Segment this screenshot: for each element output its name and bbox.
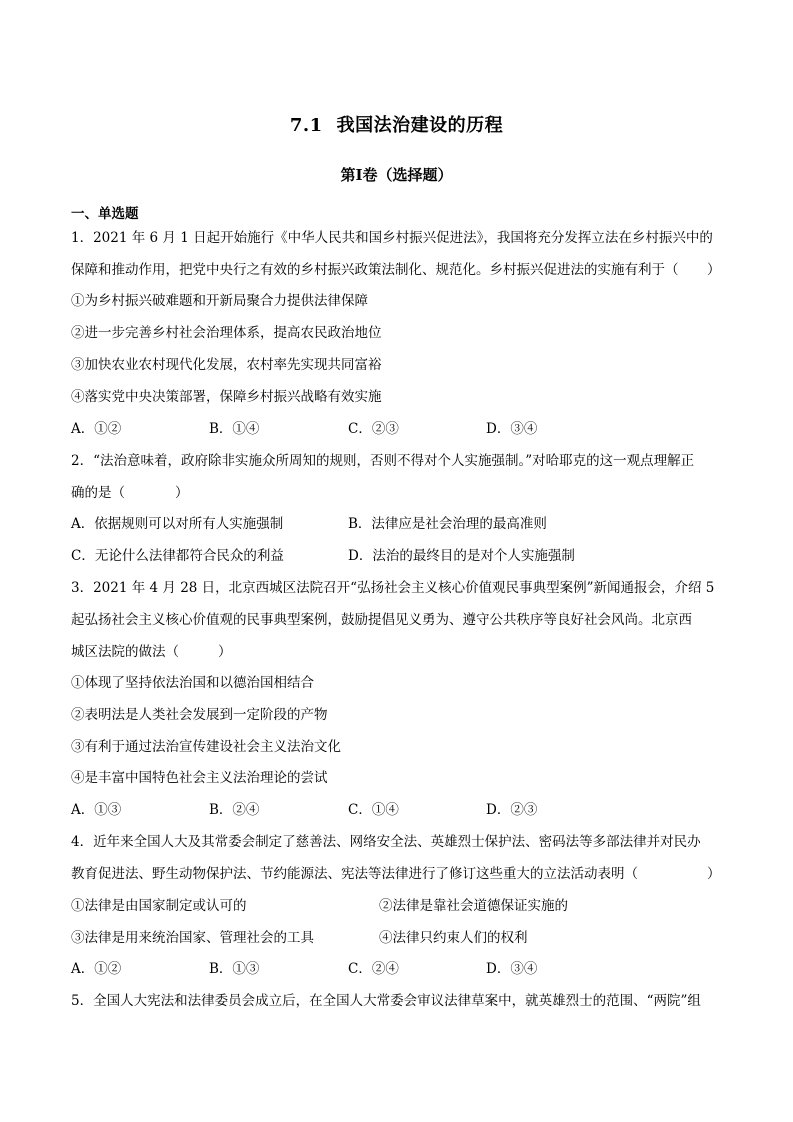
title-number: 7.1 (289, 115, 323, 136)
q3-item-2: ②表明法是人类社会发展到一定阶段的产物 (71, 707, 328, 723)
q4-option-a: A．①② (71, 961, 122, 977)
q3-option-d: D．②③ (486, 802, 538, 818)
q1-item-2: ②进一步完善乡村社会治理体系，提高农民政治地位 (71, 325, 382, 341)
q1-answer-paren: ） (707, 262, 721, 278)
q1-option-d: D．③④ (486, 421, 538, 437)
q1-item-3: ③加快农业农村现代化发展，农村率先实现共同富裕 (71, 357, 382, 373)
q3-answer-paren: ） (218, 644, 232, 660)
q2-answer-paren: ） (175, 485, 189, 501)
q4-answer-paren: ） (707, 866, 721, 882)
q3-item-1: ①体现了坚持依法治国和以德治国相结合 (71, 675, 314, 691)
q3-item-3: ③有利于通过法治宣传建设社会主义法治文化 (71, 739, 341, 755)
q4-item-4: ④法律只约束人们的权利 (379, 930, 528, 946)
q2-stem-line-1: 2．“法治意味着，政府除非实施众所周知的规则，否则不得对个人实施强制。”对哈耶克的这一观点理解正 (71, 453, 695, 469)
q1-stem-line-2: 保障和推动作用，把党中央行之有效的乡村振兴政策法制化、规范化。乡村振兴促进法的实施有利于（ (71, 262, 679, 278)
q2-option-a: A．依据规则可以对所有人实施强制 (71, 516, 284, 532)
q3-stem-line-1: 3．2021 年 4 月 28 日，北京西城区法院召开“弘扬社会主义核心价值观民事典型案例”新闻通报会，介绍 5 (71, 580, 715, 596)
q4-option-c: C．②④ (348, 961, 399, 977)
q4-option-b: B．①③ (209, 961, 260, 977)
q2-option-c: C．无论什么法律都符合民众的利益 (71, 548, 284, 564)
q3-option-a: A．①③ (71, 802, 122, 818)
q5-stem-line-1: 5．全国人大宪法和法律委员会成立后，在全国人大常委会审议法律草案中，就英雄烈士的范围、“两院”组 (71, 993, 701, 1009)
q2-option-b: B．法律应是社会治理的最高准则 (348, 516, 547, 532)
q1-option-c: C．②③ (348, 421, 399, 437)
q1-item-4: ④落实党中央决策部署，保障乡村振兴战略有效实施 (71, 389, 382, 405)
q3-stem-line-3: 城区法院的做法（ (71, 644, 179, 660)
q2-stem-line-2: 确的是（ (71, 485, 125, 501)
title-text: 我国法治建设的历程 (336, 115, 504, 136)
q4-stem-line-1: 4．近年来全国人大及其常委会制定了慈善法、网络安全法、英雄烈士保护法、密码法等多部法律并对民办 (71, 834, 701, 850)
q1-option-b: B．①④ (209, 421, 260, 437)
section-subtitle: 第Ⅰ卷（选择题） (340, 166, 453, 184)
section-heading: 一、单选题 (71, 206, 139, 222)
q4-option-d: D．③④ (486, 961, 538, 977)
q3-stem-line-2: 起弘扬社会主义核心价值观的民事典型案例，鼓励提倡见义勇为、遵守公共秩序等良好社会风尚。北京西 (71, 612, 692, 628)
q1-option-a: A．①② (71, 421, 122, 437)
q4-item-1: ①法律是由国家制定或认可的 (71, 898, 247, 914)
q1-stem-line-1: 1．2021 年 6 月 1 日起开始施行《中华人民共和国乡村振兴促进法》，我国将充分发挥立法在乡村振兴中的 (71, 230, 713, 246)
q2-option-d: D．法治的最终目的是对个人实施强制 (348, 548, 575, 564)
page-title (0, 111, 793, 137)
q4-stem-line-2: 教育促进法、野生动物保护法、节约能源法、宪法等法律进行了修订这些重大的立法活动表明（ (71, 866, 638, 882)
q4-item-2: ②法律是靠社会道德保证实施的 (379, 898, 568, 914)
q3-item-4: ④是丰富中国特色社会主义法治理论的尝试 (71, 770, 328, 786)
q3-option-b: B．②④ (209, 802, 260, 818)
q3-option-c: C．①④ (348, 802, 399, 818)
q4-item-3: ③法律是用来统治国家、管理社会的工具 (71, 930, 314, 946)
q1-item-1: ①为乡村振兴破难题和开新局聚合力提供法律保障 (71, 293, 368, 309)
